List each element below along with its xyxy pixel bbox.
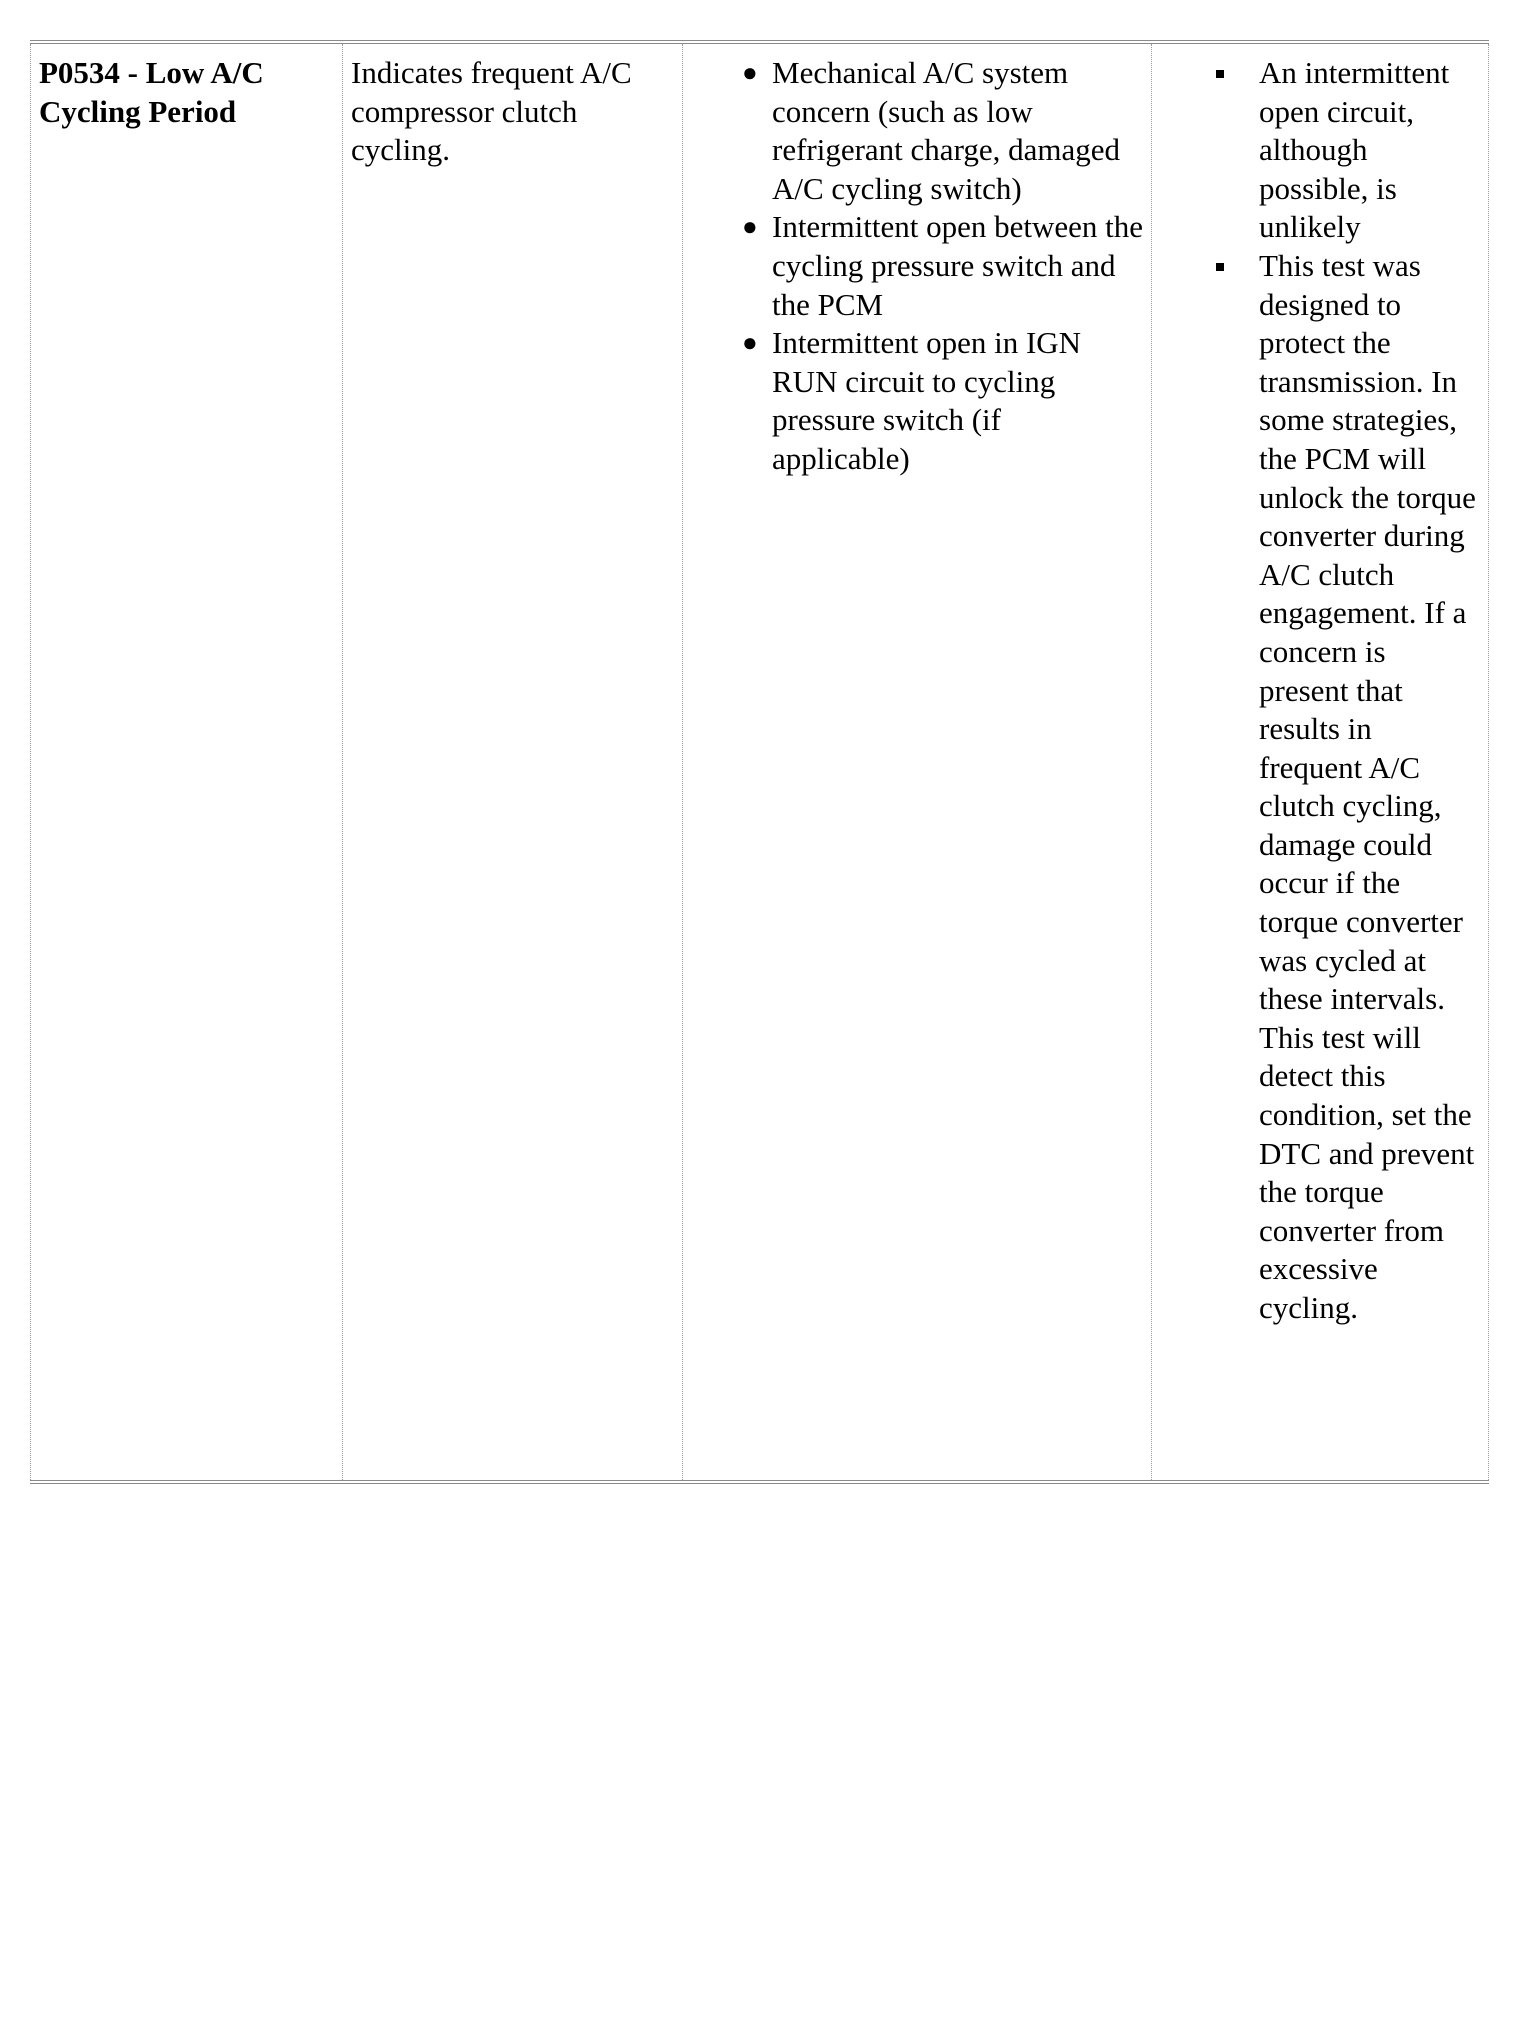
cause-text: Mechanical A/C system concern (such as low refrigerant charge, damaged A/C cycling switch) <box>772 55 1120 206</box>
list-item <box>691 54 1143 208</box>
note-text: This test was designed to protect the transmission. In some strategies, the PCM will unlock the torque converter during A/C clutch engagement. If a concern is present that results in frequent A/C clutch cycling, damage could occur if the torque converter was cycled at these intervals. This test will detect this condition, set the DTC and prevent the torque converter from excessive cycling. <box>1259 247 1476 1325</box>
list-item <box>691 324 1143 478</box>
dtc-code-cell <box>31 42 343 1482</box>
cause-text: Intermittent open between the cycling pressure switch and the PCM <box>772 209 1144 322</box>
list-item <box>1160 247 1480 1328</box>
description-cell <box>343 42 683 1482</box>
dtc-table <box>30 40 1489 1484</box>
round-bullet-icon: ● <box>742 212 758 242</box>
list-item <box>691 208 1143 324</box>
possible-causes-list <box>691 54 1143 479</box>
round-bullet-icon: ● <box>742 58 758 87</box>
description-text: Indicates frequent A/C compressor clutch cycling. <box>351 55 632 168</box>
possible-causes-cell <box>683 42 1152 1482</box>
cause-text: Intermittent open in IGN RUN circuit to cycling pressure switch (if applicable) <box>772 325 1082 476</box>
notes-list <box>1160 54 1480 1328</box>
round-bullet-icon: ● <box>742 328 758 358</box>
note-text: An intermittent open circuit, although possible, is unlikely <box>1259 55 1450 245</box>
square-bullet-icon <box>1216 70 1224 78</box>
square-bullet-icon <box>1216 263 1224 271</box>
notes-cell <box>1152 42 1489 1482</box>
dtc-code-title: P0534 - Low A/C Cycling Period <box>39 55 264 129</box>
list-item <box>1160 54 1480 247</box>
table-row <box>31 42 1489 1482</box>
